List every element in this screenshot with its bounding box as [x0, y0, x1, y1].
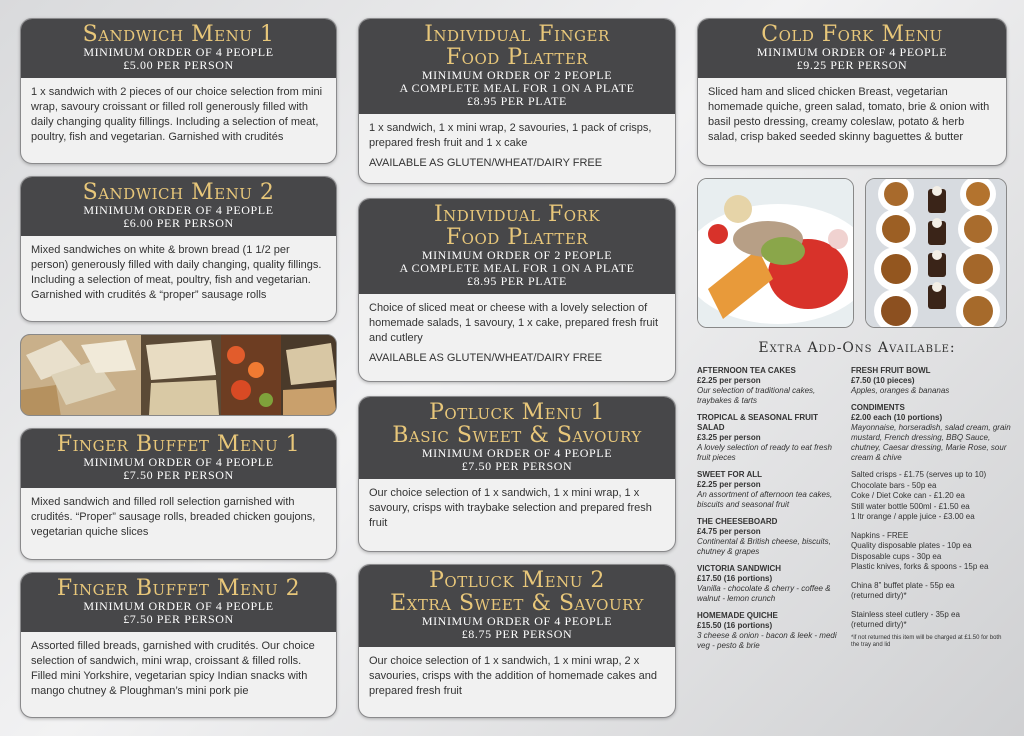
addon-item: [697, 366, 837, 406]
card-minimum: MINIMUM ORDER OF 4 PEOPLE: [421, 614, 613, 628]
card-price: £8.95 PER PLATE: [466, 94, 567, 108]
dietary-note: AVAILABLE AS GLUTEN/WHEAT/DAIRY FREE: [369, 352, 603, 364]
extra-item: Coke / Diet Coke can - £1.20 ea: [851, 491, 965, 500]
card-minimum: MINIMUM ORDER OF 4 PEOPLE: [756, 45, 948, 59]
addon-name: CONDIMENTS: [851, 403, 905, 412]
addon-name: SWEET FOR ALL: [697, 470, 763, 479]
addon-description: 3 cheese & onion - bacon & leek - medi veg - pesto & brie: [697, 631, 837, 650]
card-header: [359, 397, 675, 479]
card-header: [21, 573, 336, 632]
addon-item: [697, 470, 837, 510]
card-header: [21, 177, 336, 236]
potluck-menu-2-card: [358, 564, 676, 718]
card-meal-note: A COMPLETE MEAL FOR 1 ON A PLATE: [399, 261, 635, 275]
extra-item: Stainless steel cutlery - 35p ea: [851, 609, 960, 619]
card-description: Our choice selection of 1 x sandwich, 1 x mini wrap, 1 x savoury, crisps with traybake selection and prepared fresh fruit: [369, 487, 652, 529]
card-description: Mixed sandwich and filled roll selection garnished with crudités. “Proper” sausage rolls, breaded chicken goujons, vegetarian quiche slices: [31, 496, 316, 538]
card-price: £9.25 PER PERSON: [796, 58, 908, 72]
card-description: Sliced ham and sliced chicken Breast, vegetarian homemade quiche, green salad, tomato, brie & onion with basil pesto dressing, creamy coleslaw, potato & herb salad, crisp baked seeded skinny baguettes & butter: [708, 86, 990, 143]
card-minimum: MINIMUM ORDER OF 2 PEOPLE: [421, 248, 613, 262]
addon-name: VICTORIA SANDWICH: [697, 564, 781, 573]
card-minimum: MINIMUM ORDER OF 4 PEOPLE: [421, 446, 613, 460]
addon-price: £17.50 (16 portions): [697, 574, 773, 583]
card-price: £6.00 PER PERSON: [123, 216, 234, 230]
addon-description: Our selection of traditional cakes, traybakes & tarts: [697, 386, 816, 405]
extra-item: Plastic knives, forks & spoons - 15p ea: [851, 562, 989, 571]
card-header: [21, 19, 336, 78]
extra-item: Chocolate bars - 50p ea: [851, 480, 937, 490]
finger-buffet-menu-2-card: [20, 572, 337, 718]
addon-name: AFTERNOON TEA CAKES: [697, 366, 796, 375]
salad-plate-photo: [697, 178, 854, 328]
card-title: Finger Buffet Menu 2: [56, 576, 301, 601]
extra-item: Still water bottle 500ml - £1.50 ea: [851, 501, 970, 511]
potluck-menu-1-card: [358, 396, 676, 552]
addon-price: £15.50 (16 portions): [697, 621, 773, 630]
card-header: [21, 429, 336, 488]
card-description: Mixed sandwiches on white & brown bread (1 1/2 per person) generously filled with daily changing, quality fillings. Including a selection of meat, poultry, fish and vegetarian. Garnished with crudités & “proper” sausage rolls: [31, 244, 322, 301]
card-header: [359, 565, 675, 647]
card-title-line-1: Individual Fork: [433, 202, 601, 227]
addons-right-column: [851, 366, 1011, 649]
card-title: Sandwich Menu 2: [82, 180, 275, 205]
card-header: [359, 19, 675, 114]
cold-fork-menu-card: [697, 18, 1007, 166]
footnote: *if not returned this item will be charged at £1.50 for both the tray and lid: [851, 634, 1002, 648]
addons-title: Extra Add-Ons Available:: [758, 340, 956, 356]
card-title: Finger Buffet Menu 1: [56, 432, 301, 457]
addon-description: Vanilla - chocolate & cherry - coffee & walnut - lemon crunch: [697, 584, 831, 603]
card-title-line-1: Potluck Menu 2: [429, 568, 605, 593]
addon-price: £3.25 per person: [697, 433, 761, 442]
card-header: [359, 199, 675, 294]
addon-description: Apples, oranges & bananas: [851, 386, 950, 395]
individual-finger-food-platter-card: [358, 18, 676, 184]
card-minimum: MINIMUM ORDER OF 4 PEOPLE: [83, 203, 274, 217]
sandwich-menu-2-card: [20, 176, 337, 322]
addon-name: HOMEMADE QUICHE: [697, 611, 778, 620]
finger-buffet-menu-1-card: [20, 428, 337, 560]
addon-item: [851, 366, 1011, 396]
desserts-photo: [865, 178, 1007, 328]
extra-item: Quality disposable plates - 10p ea: [851, 541, 972, 550]
addon-price: £2.00 each (10 portions): [851, 413, 943, 422]
desserts-image: [866, 179, 1007, 328]
card-description: Our choice selection of 1 x sandwich, 1 x mini wrap, 2 x savouries, crisps with the addition of homemade cakes and prepared fresh fruit: [369, 655, 657, 697]
extra-item: (returned dirty)*: [851, 620, 907, 629]
addon-description: An assortment of afternoon tea cakes, biscuits and seasonal fruit: [697, 490, 833, 509]
card-description: Assorted filled breads, garnished with crudités. Our choice selection of sandwich, mini wrap, croissant & filled rolls. Filled mini Yorkshire, vegetarian spicy Indian snacks with mango chutney & Ploughman’s mini pork pie: [31, 640, 315, 697]
card-minimum: MINIMUM ORDER OF 4 PEOPLE: [83, 455, 274, 469]
addon-item: [851, 403, 1011, 463]
card-body: [359, 294, 675, 373]
addons-left-column: [697, 366, 837, 658]
individual-fork-food-platter-card: [358, 198, 676, 382]
card-title-line-1: Potluck Menu 1: [429, 400, 605, 425]
salad-plate-image: [698, 179, 854, 328]
extra-item: Salted crisps - £1.75 (serves up to 10): [851, 470, 987, 479]
addon-price: £4.75 per person: [697, 527, 761, 536]
sandwich-platter-photo: [20, 334, 337, 416]
card-title-line-2: Food Platter: [445, 45, 589, 70]
card-meal-note: A COMPLETE MEAL FOR 1 ON A PLATE: [399, 81, 635, 95]
addon-name: FRESH FRUIT BOWL: [851, 366, 931, 375]
extra-item: Disposable cups - 30p ea: [851, 551, 942, 561]
card-minimum: MINIMUM ORDER OF 2 PEOPLE: [421, 68, 613, 82]
addon-price: £7.50 (10 pieces): [851, 376, 915, 385]
card-price: £5.00 PER PERSON: [123, 58, 234, 72]
addon-description: A lovely selection of ready to eat fresh fruit pieces: [697, 443, 832, 462]
addon-price: £2.25 per person: [697, 376, 761, 385]
addon-name: THE CHEESEBOARD: [697, 517, 778, 526]
card-title-line-2: Food Platter: [445, 225, 589, 250]
addon-description: Mayonnaise, horseradish, salad cream, grain mustard, French dressing, BBQ Sauce, chutney, Caesar dressing, Marie Rose, sour cream & chive: [851, 423, 1011, 462]
addon-item: [697, 413, 837, 463]
card-price: £7.50 PER PERSON: [123, 612, 234, 626]
extra-item: China 8” buffet plate - 55p ea: [851, 580, 955, 590]
card-minimum: MINIMUM ORDER OF 4 PEOPLE: [83, 45, 274, 59]
card-price: £7.50 PER PERSON: [123, 468, 234, 482]
card-title: Sandwich Menu 1: [82, 22, 275, 47]
card-title-line-2: Extra Sweet & Savoury: [390, 591, 644, 616]
card-minimum: MINIMUM ORDER OF 4 PEOPLE: [83, 599, 274, 613]
card-price: £8.95 PER PLATE: [466, 274, 567, 288]
card-price: £7.50 PER PERSON: [461, 459, 573, 473]
extra-item: (returned dirty)*: [851, 591, 907, 600]
card-title: Cold Fork Menu: [761, 22, 943, 47]
sandwich-menu-1-card: [20, 18, 337, 164]
addon-description: Continental & British cheese, biscuits, chutney & grapes: [697, 537, 831, 556]
card-description: Choice of sliced meat or cheese with a lovely selection of homemade salads, 1 savoury, 1 x cake, prepared fresh fruit and cutlery: [369, 302, 658, 344]
sandwich-platter-image: [21, 335, 337, 416]
extra-item: Napkins - FREE: [851, 530, 909, 540]
card-title-line-1: Individual Finger: [424, 22, 610, 47]
addon-item: [697, 611, 837, 651]
card-header: [698, 19, 1006, 78]
addon-name: TROPICAL & SEASONAL FRUIT SALAD: [697, 413, 819, 432]
extra-item: 1 ltr orange / apple juice - £3.00 ea: [851, 512, 975, 521]
dietary-note: AVAILABLE AS GLUTEN/WHEAT/DAIRY FREE: [369, 157, 603, 169]
addon-item: [697, 564, 837, 604]
card-title-line-2: Basic Sweet & Savoury: [392, 423, 642, 448]
addon-price: £2.25 per person: [697, 480, 761, 489]
card-description: 1 x sandwich, 1 x mini wrap, 2 savouries, 1 pack of crisps, prepared fresh fruit and 1 x cake: [369, 122, 652, 149]
card-body: [359, 114, 675, 178]
card-description: 1 x sandwich with 2 pieces of our choice selection from mini wrap, savoury croissant or filled roll generously filled with daily changing quality fillings. Including a selection of meat, poultry, fish and vegetarian. Garnished with crudités: [31, 86, 323, 143]
extras-list: [851, 470, 1011, 649]
card-price: £8.75 PER PERSON: [461, 627, 573, 641]
addon-item: [697, 517, 837, 557]
